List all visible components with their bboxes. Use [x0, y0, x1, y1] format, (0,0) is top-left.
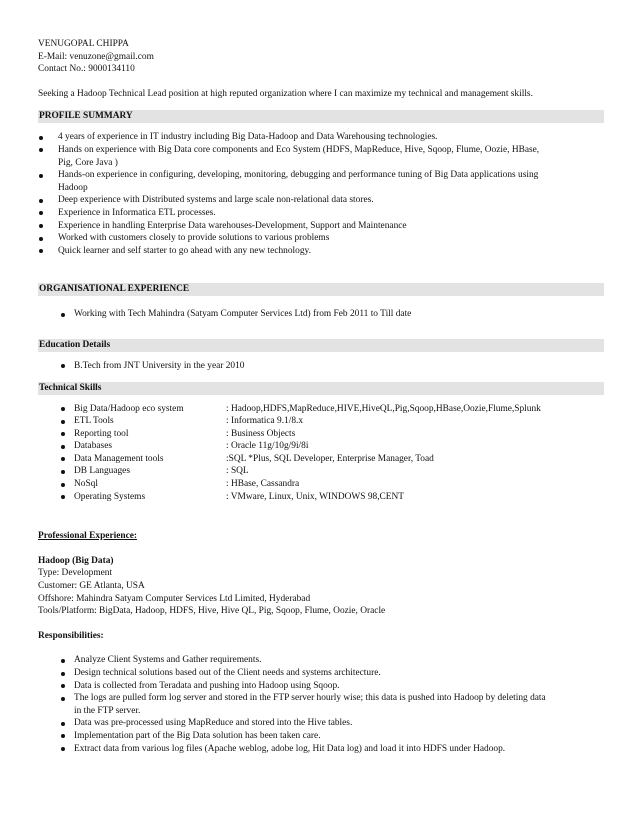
skill-value: : Hadoop,HDFS,MapReduce,HIVE,HiveQL,Pig,Sqoop,HBase,Oozie,Flume,Splunk: [226, 403, 541, 414]
skill-value: : Informatica 9.1/8.x: [226, 416, 304, 427]
project-customer: Customer: GE Atlanta, USA: [38, 581, 145, 592]
responsibilities-heading: Responsibilities:: [38, 630, 104, 641]
skill-value: : Business Objects: [226, 428, 296, 439]
skill-row: [38, 403, 604, 416]
list-item: The logs are pulled form log server and stored in the FTP server hourly wise; this data is pushed into Hadoop by deleting data: [38, 692, 604, 705]
list-item-continuation: Pig, Core Java ): [58, 157, 118, 168]
list-item: Working with Tech Mahindra (Satyam Computer Services Ltd) from Feb 2011 to Till date: [38, 308, 604, 321]
org-experience-heading: ORGANISATIONAL EXPERIENCE: [38, 283, 604, 296]
skill-label: Data Management tools: [74, 453, 164, 464]
skill-label: NoSql: [74, 479, 98, 490]
skill-row: [38, 415, 604, 428]
candidate-name: VENUGOPAL CHIPPA: [38, 39, 129, 49]
skill-row: [38, 440, 604, 453]
responsibilities-list: [38, 654, 604, 755]
project-offshore: Offshore: Mahindra Satyam Computer Services Ltd Limited, Hyderabad: [38, 593, 311, 604]
skill-label: Databases: [74, 441, 113, 452]
skill-label: Big Data/Hadoop eco system: [74, 403, 184, 414]
technical-skills-list: [38, 403, 604, 504]
list-item: Deep experience with Distributed systems and large scale non-relational data stores.: [38, 194, 604, 207]
list-item: B.Tech from JNT University in the year 2010: [38, 360, 604, 373]
project-title: Hadoop (Big Data): [38, 555, 114, 566]
skill-label: DB Languages: [74, 466, 130, 477]
list-item: Hands on experience with Big Data core components and Eco System (HDFS, MapReduce, Hive, Sqoop, Flume, Oozie, HBase,: [38, 144, 604, 157]
skill-value: : HBase, Cassandra: [226, 479, 300, 490]
skill-row: [38, 491, 604, 504]
list-item: Implementation part of the Big Data solution has been taken care.: [38, 730, 604, 743]
list-item-continuation: Hadoop: [58, 182, 88, 193]
skill-row: [38, 428, 604, 441]
list-item-continuation: in the FTP server.: [74, 705, 141, 716]
list-item: Experience in Informatica ETL processes.: [38, 207, 604, 220]
list-item: 4 years of experience in IT industry including Big Data-Hadoop and Data Warehousing technologies.: [38, 131, 604, 144]
skill-value: : VMware, Linux, Unix, WINDOWS 98,CENT: [226, 491, 405, 502]
list-item: Extract data from various log files (Apache weblog, adobe log, Hit Data log) and load it into HDFS under Hadoop.: [38, 743, 604, 756]
resume-page: [38, 38, 604, 755]
education-heading: Education Details: [38, 339, 604, 352]
skill-row: [38, 453, 604, 466]
technical-skills-heading: Technical Skills: [38, 382, 604, 395]
list-item: Hands-on experience in configuring, developing, monitoring, debugging and performance tuning of Big Data applications using: [38, 169, 604, 182]
skill-value: :SQL *Plus, SQL Developer, Enterprise Manager, Toad: [226, 453, 434, 464]
list-item: Quick learner and self starter to go ahead with any new technology.: [38, 245, 604, 258]
skill-row: [38, 465, 604, 478]
profile-summary-heading: PROFILE SUMMARY: [38, 110, 604, 123]
list-item: Data was pre-processed using MapReduce and stored into the Hive tables.: [38, 717, 604, 730]
list-item: Analyze Client Systems and Gather requirements.: [38, 654, 604, 667]
org-experience-list: [38, 308, 604, 321]
email: E-Mail: venuzone@gmail.com: [38, 51, 154, 62]
list-item: Worked with customers closely to provide solutions to various problems: [38, 232, 604, 245]
project-type: Type: Development: [38, 568, 113, 579]
skill-label: Operating Systems: [74, 491, 146, 502]
skill-label: Reporting tool: [74, 428, 129, 439]
skill-value: : Oracle 11g/10g/9i/8i: [226, 441, 309, 452]
skill-label: ETL Tools: [74, 416, 114, 427]
list-item: Experience in handling Enterprise Data warehouses-Development, Support and Maintenance: [38, 220, 604, 233]
list-item: Data is collected from Teradata and pushing into Hadoop using Sqoop.: [38, 680, 604, 693]
professional-experience-heading: Professional Experience:: [38, 531, 138, 542]
profile-summary-list: [38, 131, 604, 257]
project-tools: Tools/Platform: BigData, Hadoop, HDFS, Hive, Hive QL, Pig, Sqoop, Flume, Oozie, Oracle: [38, 606, 386, 617]
skill-row: [38, 478, 604, 491]
skill-value: : SQL: [226, 466, 249, 477]
objective: Seeking a Hadoop Technical Lead position at high reputed organization where I can maximize my technical and management skills.: [38, 88, 533, 99]
contact-number: Contact No.: 9000134110: [38, 64, 135, 75]
list-item: Design technical solutions based out of the Client needs and systems architecture.: [38, 667, 604, 680]
education-list: [38, 360, 604, 373]
